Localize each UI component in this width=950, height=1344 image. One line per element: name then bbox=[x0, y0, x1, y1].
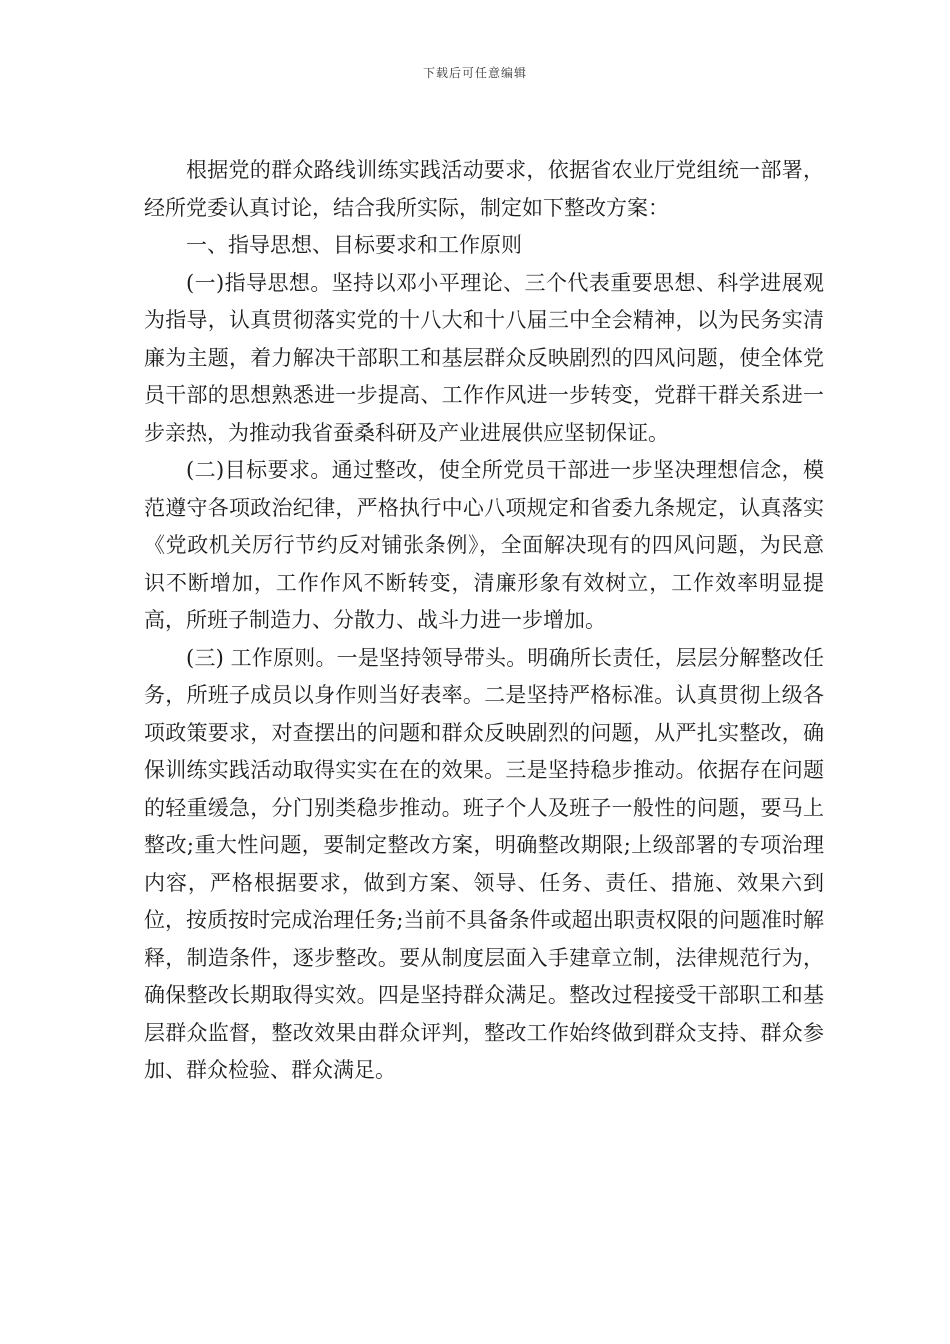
document-body bbox=[144, 152, 824, 1090]
working-principles-paragraph: (三) 工作原则。一是坚持领导带头。明确所长责任，层层分解整改任务，所班子成员以身作则当好表率。二是坚持严格标准。认真贯彻上级各项政策要求，对查摆出的问题和群众反映剧烈的问题，从严扎实整改，确保训练实践活动取得实实在在的效果。三是坚持稳步推动。依据存在问题的轻重缓急，分门别类稳步推动。班子个人及班子一般性的问题，要马上整改;重大性问题，要制定整改方案，明确整改期限;上级部署的专项治理内容，严格根据要求，做到方案、领导、任务、责任、措施、效果六到位，按质按时完成治理任务;当前不具备条件或超出职责权限的问题准时解释，制造条件，逐步整改。要从制度层面入手建章立制，法律规范行为，确保整改长期取得实效。四是坚持群众满足。整改过程接受干部职工和基层群众监督，整改效果由群众评判，整改工作始终做到群众支持、群众参加、群众检验、群众满足。 bbox=[144, 645, 824, 1082]
page-header-note: 下载后可任意编辑 bbox=[422, 66, 527, 80]
section-heading: 一、指导思想、目标要求和工作原则 bbox=[186, 233, 522, 257]
target-requirements-paragraph: (二)目标要求。通过整改，使全所党员干部进一步坚决理想信念，模范遵守各项政治纪律，严格执行中心八项规定和省委九条规定，认真落实《党政机关厉行节约反对铺张条例》，全面解决现有的四风问题，为民意识不断增加，工作作风不断转变，清廉形象有效树立，工作效率明显提高，所班子制造力、分散力、战斗力进一步增加。 bbox=[144, 458, 824, 632]
intro-paragraph: 根据党的群众路线训练实践活动要求，依据省农业厅党组统一部署，经所党委认真讨论，结合我所实际，制定如下整改方案： bbox=[144, 158, 824, 220]
guiding-thought-paragraph: (一)指导思想。坚持以邓小平理论、三个代表重要思想、科学进展观为指导，认真贯彻落实党的十八大和十八届三中全会精神，以为民务实清廉为主题，着力解决干部职工和基层群众反映剧烈的四风问题，使全体党员干部的思想熟悉进一步提高、工作作风进一步转变，党群干群关系进一步亲热，为推动我省蚕桑科研及产业进展供应坚韧保证。 bbox=[144, 270, 824, 445]
